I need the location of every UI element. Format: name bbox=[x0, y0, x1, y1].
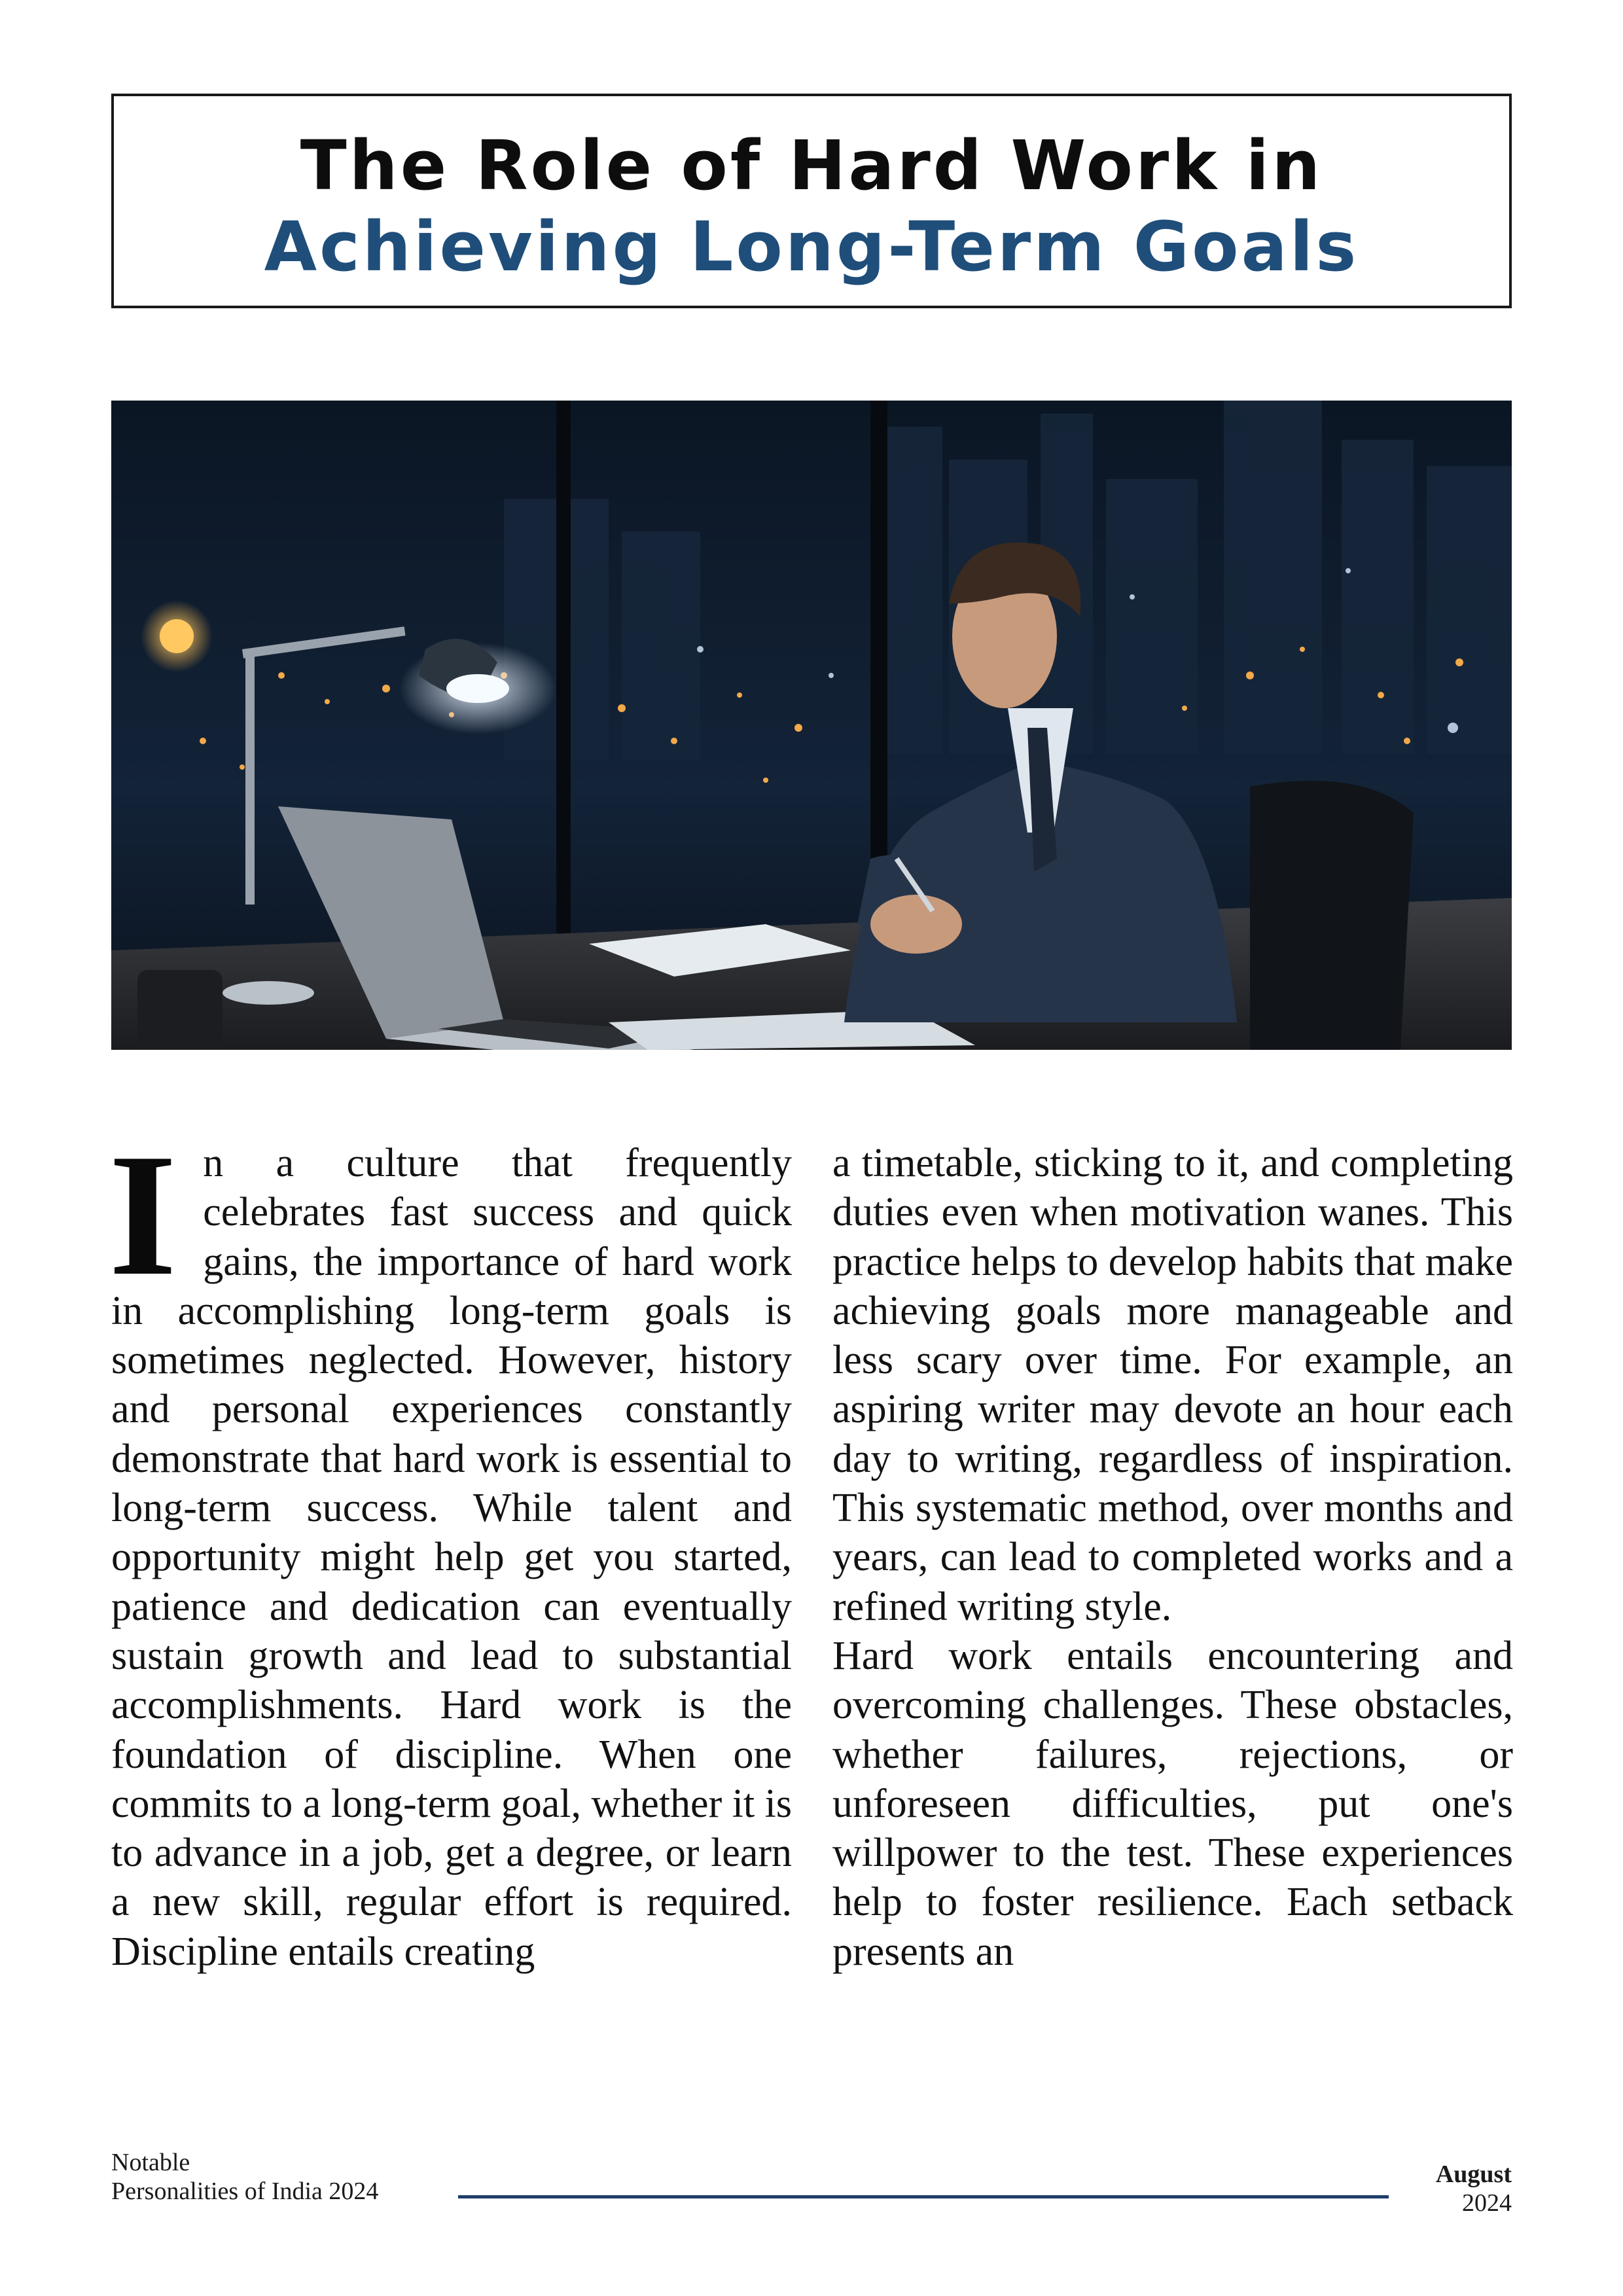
drop-cap: I bbox=[109, 1117, 177, 1312]
hero-image bbox=[111, 401, 1512, 1050]
article-paragraph-3: Hard work entails encountering and overcoming challenges. These obstacles, whether failures, rejections, or unforeseen difficulties, put one's willpower to the test. These experiences help to foster resilience. Each setback presents an bbox=[832, 1633, 1513, 1974]
page-title-line-1: The Role of Hard Work in bbox=[300, 126, 1323, 206]
article-paragraph-1: n a culture that frequently celebrates fast success and quick gains, the importance of hard work in accomplishing long-term goals is sometimes neglected. However, history and personal experiences constantly demonstrate that hard work is essential to long-term success. While talent and opportunity might help get you started, patience and dedication can eventually sustain growth and lead to substantial accomplishments. Hard work is the foundation of discipline. When one commits to a long-term goal, whether it is to advance in a job, get a degree, or learn a new skill, regular effort is required. Discipline entails creating bbox=[111, 1141, 793, 1974]
footer-divider bbox=[458, 2195, 1389, 2198]
footer-date bbox=[1436, 2160, 1512, 2217]
footer-publication bbox=[111, 2148, 378, 2206]
footer-month: August bbox=[1435, 2161, 1512, 2188]
title-box bbox=[111, 94, 1512, 308]
article-column-right bbox=[832, 1139, 1513, 1977]
page-title-line-2: Achieving Long-Term Goals bbox=[264, 207, 1359, 287]
footer-pub-line-2: Personalities of India 2024 bbox=[111, 2178, 379, 2205]
hero-illustration bbox=[111, 401, 1512, 1050]
article-column-left bbox=[109, 1117, 793, 1977]
footer-year: 2024 bbox=[1462, 2189, 1512, 2217]
footer-pub-line-1: Notable bbox=[111, 2149, 190, 2176]
article-paragraph-2: a timetable, sticking to it, and completing duties even when motivation wanes. This practice helps to develop habits that make achieving goals more manageable and less scary over time. For example, an aspiring writer may devote an hour each day to writing, regardless of inspiration. This systematic method, over months and years, can lead to completed works and a refined writing style. bbox=[832, 1141, 1513, 1629]
